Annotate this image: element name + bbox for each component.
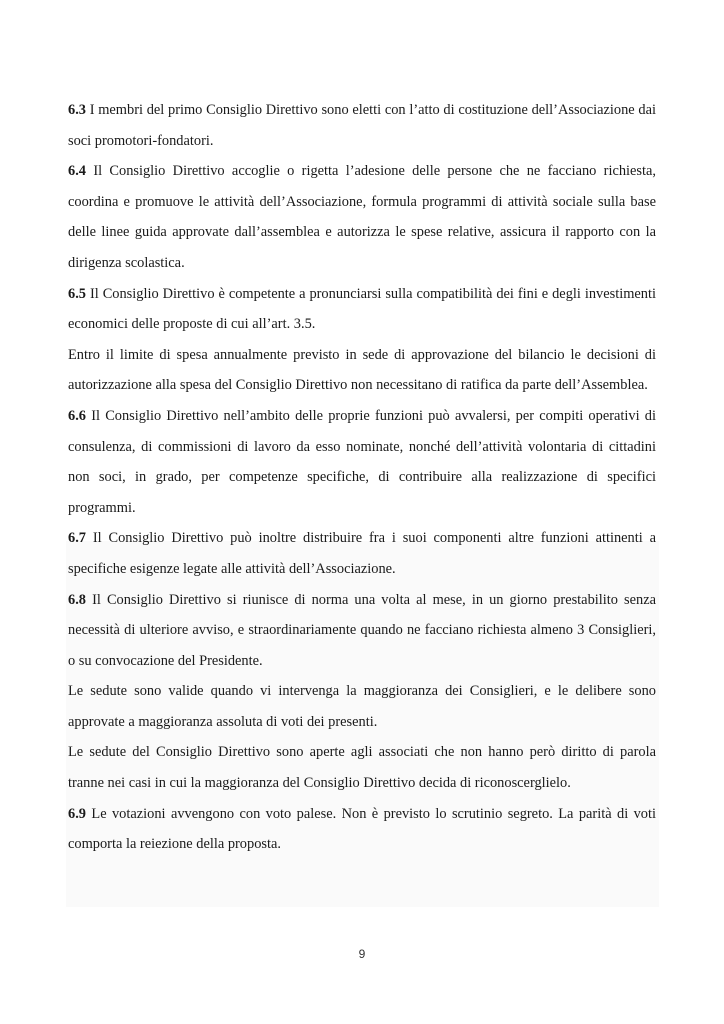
section-number: 6.7 <box>68 530 86 547</box>
paragraph-text: Il Consiglio Direttivo accoglie o rigetta l’adesione delle persone che ne facciano richiesta, coordina e promuove le attività dell’Associazione, formula programmi di attività sociale sulla base delle linee guida approvate dall’assemblea e autorizza le spese relative, assicura il rapporto con la dirigenza scolastica. <box>68 163 656 271</box>
paragraph-text: Le sedute sono valide quando vi intervenga la maggioranza dei Consiglieri, e le delibere sono approvate a maggioranza assoluta di voti dei presenti. <box>68 683 656 730</box>
paragraph-text: Il Consiglio Direttivo si riunisce di norma una volta al mese, in un giorno prestabilito senza necessità di ulteriore avviso, e straordinariamente quando ne facciano richiesta almeno 3 Consiglieri, o su convocazione del Presidente. <box>68 591 656 669</box>
section-number: 6.5 <box>68 285 86 302</box>
paragraph-text: I membri del primo Consiglio Direttivo sono eletti con l’atto di costituzione dell’Associazione dai soci promotori-fondatori. <box>68 102 656 149</box>
paragraph-text: Le sedute del Consiglio Direttivo sono aperte agli associati che non hanno però diritto di parola tranne nei casi in cui la maggioranza del Consiglio Direttivo decida di riconoscerglielo. <box>68 744 656 792</box>
paragraph-6-9 <box>68 799 656 860</box>
paragraph-text: Entro il limite di spesa annualmente previsto in sede di approvazione del bilancio le decisioni di autorizzazione alla spesa del Consiglio Direttivo non necessitano di ratifica da parte dell’Assemblea. <box>68 346 656 394</box>
paragraph-text: Il Consiglio Direttivo può inoltre distribuire fra i suoi componenti altre funzioni attinenti a specifiche esigenze legate alle attività dell’Associazione. <box>68 530 656 577</box>
paragraph-6-7 <box>68 523 656 584</box>
paragraph-text: Il Consiglio Direttivo è competente a pronunciarsi sulla compatibilità dei fini e degli investimenti economici delle proposte di cui all’art. 3.5. <box>68 285 656 333</box>
paragraph-text: Le votazioni avvengono con voto palese. Non è previsto lo scrutinio segreto. La parità di voti comporta la reiezione della proposta. <box>68 805 656 853</box>
paragraph-6-8 <box>68 585 656 677</box>
paragraph-6-8-validity <box>68 676 656 737</box>
page-body <box>68 95 656 860</box>
page-number: 9 <box>358 947 366 961</box>
paragraph-6-4 <box>68 156 656 278</box>
section-number: 6.9 <box>68 805 86 822</box>
paragraph-6-6 <box>68 401 656 523</box>
section-number: 6.6 <box>68 407 86 424</box>
section-number: 6.4 <box>68 163 86 180</box>
paragraph-6-3 <box>68 95 656 156</box>
paragraph-6-5 <box>68 279 656 340</box>
paragraph-6-5-spending-limit <box>68 340 656 401</box>
section-number: 6.3 <box>68 102 86 118</box>
section-number: 6.8 <box>68 591 86 608</box>
paragraph-text: Il Consiglio Direttivo nell’ambito delle proprie funzioni può avvalersi, per compiti operativi di consulenza, di commissioni di lavoro da esso nominate, nonché dell’attività volontaria di cittadini non soci, in grado, per competenze specifiche, di contribuire alla realizzazione di specifici programmi. <box>68 407 656 516</box>
paragraph-6-8-open-sessions <box>68 737 656 798</box>
